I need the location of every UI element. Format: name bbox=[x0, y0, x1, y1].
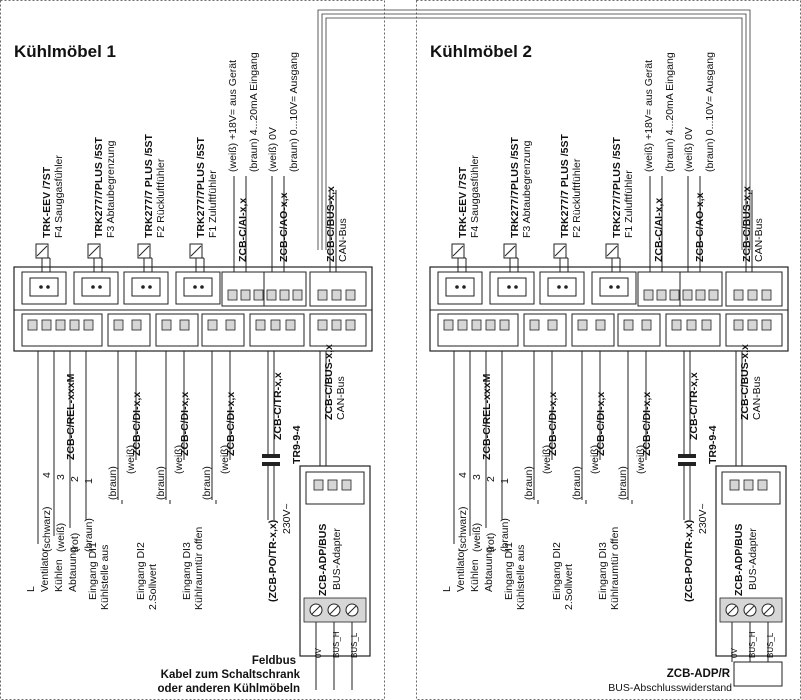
di-input-desc: Kühlstelle aus bbox=[515, 544, 527, 610]
relay-output-name: Abtauung bbox=[483, 547, 495, 592]
sensor-model: TRK277/7PLUS /5ST bbox=[195, 137, 207, 238]
di-input-name: Eingang DI2 bbox=[551, 542, 563, 600]
sensor-model: TRK277/7 PLUS /5ST bbox=[559, 134, 571, 238]
sensor-desc: F3 Abtaubegrenzung bbox=[105, 140, 117, 238]
pin-dot bbox=[616, 285, 620, 289]
adapter-model: ZCB-ADP/BUS bbox=[733, 523, 745, 596]
di-wire-color: (weiß) bbox=[635, 444, 647, 474]
terminal-pin bbox=[748, 320, 757, 330]
di-module-label: ZCB-C/DI-x,x bbox=[641, 391, 653, 456]
socket-connector bbox=[82, 278, 110, 296]
terminal-pin bbox=[314, 480, 323, 490]
relay-terminal-number: 1 bbox=[499, 478, 511, 484]
terminal-pin bbox=[702, 320, 711, 330]
terminal-pin bbox=[744, 480, 753, 490]
di-input-desc: Kühlraumtür offen bbox=[609, 526, 621, 610]
adapter-desc: BUS-Adapter bbox=[747, 528, 759, 590]
terminal-pin bbox=[670, 290, 679, 300]
terminal-pin bbox=[644, 290, 653, 300]
di-input-name: Eingang DI2 bbox=[135, 542, 147, 600]
sensor-model: TRK-EEV /7ST bbox=[457, 166, 469, 238]
terminal-pin bbox=[254, 290, 263, 300]
panel-title: Kühlmöbel 1 bbox=[14, 42, 117, 61]
terminal-pin bbox=[578, 320, 587, 330]
di-wire-color: (braun) bbox=[155, 466, 167, 500]
relay-output-name: Ventilator bbox=[39, 548, 51, 592]
relay-output-name: Kühlen bbox=[469, 559, 481, 592]
pin-dot bbox=[609, 285, 613, 289]
di-wire-color: (weiß) bbox=[589, 444, 601, 474]
pin-dot bbox=[193, 285, 197, 289]
terminal-label: BUS_L bbox=[766, 632, 775, 658]
di-wire-color: (braun) bbox=[107, 466, 119, 500]
terminal-pin bbox=[328, 480, 337, 490]
bus-top-sublabel: CAN-Bus bbox=[337, 218, 349, 262]
ao-wire-label: (braun) 0...10V= Ausgang bbox=[288, 52, 300, 172]
di-module-label: ZCB-C/DI-x,x bbox=[131, 391, 143, 456]
sensor-desc: F2 Rückluftfühler bbox=[571, 158, 583, 238]
pin-dot bbox=[507, 285, 511, 289]
terminal-pin bbox=[342, 480, 351, 490]
relay-terminal-number: 3 bbox=[471, 474, 483, 480]
sensor-desc: F4 Sauggasfühler bbox=[469, 155, 481, 238]
feldbus-cable-desc: oder anderen Kühlmöbeln bbox=[157, 683, 300, 695]
terminal-pin bbox=[286, 320, 295, 330]
sensor-socket bbox=[592, 136, 636, 304]
di-input-desc: Kühlstelle aus bbox=[99, 544, 111, 610]
di-wire-color: (weiß) bbox=[219, 444, 231, 474]
sensor-desc: F4 Sauggasfühler bbox=[53, 155, 65, 238]
sensor-desc: F1 Zuluftfühler bbox=[207, 170, 219, 238]
ai-wire-label: (braun) 4...20mA Eingang bbox=[664, 52, 676, 172]
pin-dot bbox=[98, 285, 102, 289]
ao-wire-label: (braun) 0...10V= Ausgang bbox=[704, 52, 716, 172]
terminal-pin bbox=[530, 320, 539, 330]
terminal-pin bbox=[271, 320, 280, 330]
ao-wire-label: (weiß) 0V bbox=[267, 127, 279, 172]
di-module-label: ZCB-C/DI-x,x bbox=[547, 391, 559, 456]
di-wire-color: (braun) bbox=[201, 466, 213, 500]
di-module-label: ZCB-C/DI-x,x bbox=[595, 391, 607, 456]
di-input-desc: 2.Sollwert bbox=[147, 563, 159, 610]
relay-terminal-number: 2 bbox=[69, 476, 81, 482]
ao-module-label: ZCB-C/AO-x,x bbox=[278, 192, 290, 262]
terminal-pin bbox=[332, 320, 341, 330]
ai-wire-label: (braun) 4...20mA Eingang bbox=[248, 52, 260, 172]
bus-top-label: ZCB-C/BUS-x,x bbox=[325, 186, 337, 262]
di-input-desc: 2.Sollwert bbox=[563, 563, 575, 610]
terminal-pin bbox=[696, 290, 705, 300]
bus-bottom-sublabel: CAN-Bus bbox=[751, 376, 763, 420]
ai-wire-label: (weiß) +18V= aus Gerät bbox=[227, 59, 239, 172]
sensor-desc: F3 Abtaubegrenzung bbox=[521, 140, 533, 238]
terminal-pin bbox=[486, 320, 495, 330]
transformer-model: TR9-9-4 bbox=[291, 425, 303, 464]
sensor-model: TRK277/7PLUS /5ST bbox=[93, 137, 105, 238]
pin-dot bbox=[91, 285, 95, 289]
socket-connector bbox=[184, 278, 212, 296]
power-voltage: 230V~ bbox=[697, 503, 709, 534]
terminal-pin bbox=[444, 320, 453, 330]
bus-top-connector bbox=[310, 272, 366, 306]
socket-connector bbox=[600, 278, 628, 296]
ai-module-label: ZCB-C/AI-x,x bbox=[653, 197, 665, 262]
adapter-model: ZCB-ADP/BUS bbox=[317, 523, 329, 596]
termination-resistor-icon bbox=[734, 662, 782, 686]
pin-dot bbox=[39, 285, 43, 289]
termination-model: ZCB-ADP/R bbox=[666, 668, 730, 680]
pin-dot bbox=[148, 285, 152, 289]
pin-dot bbox=[514, 285, 518, 289]
relay-wire-color: (schwarz) bbox=[41, 506, 53, 552]
bus-bottom-label: ZCB-C/BUS-x,x bbox=[323, 344, 335, 420]
pin-dot bbox=[564, 285, 568, 289]
relay-output-name: Ventilator bbox=[455, 548, 467, 592]
relay-output-name: Abtauung bbox=[67, 547, 79, 592]
pin-dot bbox=[462, 285, 466, 289]
sensor-socket bbox=[176, 136, 220, 304]
terminal-label: 0V bbox=[314, 648, 323, 658]
sensor-socket bbox=[74, 136, 118, 304]
terminal-pin bbox=[318, 290, 327, 300]
tr-module-label: ZCB-C/TR-x,x bbox=[688, 372, 700, 440]
terminal-label: BUS_H bbox=[748, 631, 757, 658]
di-wire-color: (braun) bbox=[523, 466, 535, 500]
sensor-model: TRK277/7PLUS /5ST bbox=[509, 137, 521, 238]
terminal-pin bbox=[28, 320, 37, 330]
terminal-pin bbox=[267, 290, 276, 300]
relay-module-label: ZCB-C/REL-xxxM bbox=[481, 373, 493, 460]
ai-module-label: ZCB-C/AI-x,x bbox=[237, 197, 249, 262]
power-module-label: (ZCB-PO/TR-x,x) bbox=[267, 519, 279, 602]
ai-wire-label: (weiß) +18V= aus Gerät bbox=[643, 59, 655, 172]
adapter-desc: BUS-Adapter bbox=[331, 528, 343, 590]
relay-wire-color: (schwarz) bbox=[457, 506, 469, 552]
bus-top-sublabel: CAN-Bus bbox=[753, 218, 765, 262]
ao-wire-label: (weiß) 0V bbox=[683, 127, 695, 172]
sensor-desc: F2 Rückluftfühler bbox=[155, 158, 167, 238]
bus-bottom-label: ZCB-C/BUS-x,x bbox=[739, 344, 751, 420]
di-wire-color: (weiß) bbox=[541, 444, 553, 474]
terminal-pin bbox=[762, 320, 771, 330]
di-input-name: Eingang DI1 bbox=[87, 542, 99, 600]
di-input-desc: Kühlraumtür offen bbox=[193, 526, 205, 610]
terminal-pin bbox=[734, 320, 743, 330]
relay-output-name: Kühlen bbox=[53, 559, 65, 592]
transformer-core-icon bbox=[262, 454, 280, 458]
sensor-socket bbox=[22, 155, 66, 304]
ao-module-label: ZCB-C/AO-x,x bbox=[694, 192, 706, 262]
transformer-core-icon bbox=[678, 462, 696, 466]
terminal-pin bbox=[458, 320, 467, 330]
di-module-label: ZCB-C/DI-x,x bbox=[179, 391, 191, 456]
relay-terminal-number: 4 bbox=[457, 472, 469, 478]
relay-wire-color: (rot) bbox=[69, 532, 81, 552]
feldbus-label: Feldbus bbox=[251, 655, 296, 667]
panel-kuehlmoebel-2 bbox=[430, 42, 788, 694]
pin-dot bbox=[46, 285, 50, 289]
terminal-pin bbox=[332, 290, 341, 300]
terminal-pin bbox=[672, 320, 681, 330]
di-wire-color: (braun) bbox=[617, 466, 629, 500]
bus-top-label: ZCB-C/BUS-x,x bbox=[741, 186, 753, 262]
terminal-pin bbox=[624, 320, 633, 330]
terminal-pin bbox=[642, 320, 651, 330]
power-module-label: (ZCB-PO/TR-x,x) bbox=[683, 519, 695, 602]
terminal-pin bbox=[734, 290, 743, 300]
terminal-pin bbox=[42, 320, 51, 330]
transformer-core-icon bbox=[262, 462, 280, 466]
bus-bottom-sublabel: CAN-Bus bbox=[335, 376, 347, 420]
terminal-pin bbox=[346, 290, 355, 300]
pin-dot bbox=[200, 285, 204, 289]
terminal-pin bbox=[114, 320, 123, 330]
terminal-pin bbox=[762, 290, 771, 300]
terminal-pin bbox=[208, 320, 217, 330]
socket-connector bbox=[30, 278, 58, 296]
terminal-pin bbox=[657, 290, 666, 300]
terminal-pin bbox=[180, 320, 189, 330]
terminal-pin bbox=[346, 320, 355, 330]
sensor-socket bbox=[124, 134, 168, 304]
sensor-desc: F1 Zuluftfühler bbox=[623, 170, 635, 238]
transformer-model: TR9-9-4 bbox=[707, 425, 719, 464]
terminal-pin bbox=[318, 320, 327, 330]
terminal-pin bbox=[748, 290, 757, 300]
terminal-pin bbox=[293, 290, 302, 300]
terminal-pin bbox=[256, 320, 265, 330]
terminal-pin bbox=[162, 320, 171, 330]
terminal-label: BUS_H bbox=[332, 631, 341, 658]
terminal-pin bbox=[709, 290, 718, 300]
di-wire-color: (braun) bbox=[571, 466, 583, 500]
relay-module-label: ZCB-C/REL-xxxM bbox=[65, 373, 77, 460]
terminal-label: BUS_L bbox=[350, 632, 359, 658]
pin-dot bbox=[455, 285, 459, 289]
relay-wire-color: (rot) bbox=[485, 532, 497, 552]
relay-terminal-number: 3 bbox=[55, 474, 67, 480]
terminal-pin bbox=[758, 480, 767, 490]
feldbus-cable-desc: Kabel zum Schaltschrank bbox=[160, 669, 300, 681]
terminal-pin bbox=[500, 320, 509, 330]
terminal-pin bbox=[596, 320, 605, 330]
di-input-name: Eingang DI3 bbox=[181, 542, 193, 600]
relay-wire-color: (braun) bbox=[499, 518, 511, 552]
sensor-model: TRK277/7 PLUS /5ST bbox=[143, 134, 155, 238]
sensor-socket bbox=[540, 134, 584, 304]
socket-connector bbox=[132, 278, 160, 296]
terminal-pin bbox=[683, 290, 692, 300]
relay-wire-color: (weiß) bbox=[55, 522, 67, 552]
tr-module-label: ZCB-C/TR-x,x bbox=[272, 372, 284, 440]
relay-output-name: L bbox=[441, 586, 453, 592]
termination-desc: BUS-Abschlusswiderstand bbox=[608, 682, 732, 694]
socket-connector bbox=[446, 278, 474, 296]
terminal-pin bbox=[84, 320, 93, 330]
sensor-socket bbox=[490, 136, 534, 304]
relay-terminal-number: 4 bbox=[41, 472, 53, 478]
socket-connector bbox=[548, 278, 576, 296]
terminal-pin bbox=[280, 290, 289, 300]
terminal-pin bbox=[228, 290, 237, 300]
terminal-label: 0V bbox=[730, 648, 739, 658]
transformer-core-icon bbox=[678, 454, 696, 458]
sensor-model: TRK277/7PLUS /5ST bbox=[611, 137, 623, 238]
sensor-model: TRK-EEV /7ST bbox=[41, 166, 53, 238]
terminal-pin bbox=[226, 320, 235, 330]
di-module-label: ZCB-C/DI-x,x bbox=[225, 391, 237, 456]
relay-terminal-number: 1 bbox=[83, 478, 95, 484]
terminal-pin bbox=[472, 320, 481, 330]
relay-terminal-number: 2 bbox=[485, 476, 497, 482]
terminal-pin bbox=[548, 320, 557, 330]
relay-wire-color: (braun) bbox=[83, 518, 95, 552]
relay-wire-color: (weiß) bbox=[471, 522, 483, 552]
di-input-name: Eingang DI3 bbox=[597, 542, 609, 600]
di-input-name: Eingang DI1 bbox=[503, 542, 515, 600]
pin-dot bbox=[141, 285, 145, 289]
panel-title: Kühlmöbel 2 bbox=[430, 42, 533, 61]
terminal-pin bbox=[56, 320, 65, 330]
terminal-pin bbox=[132, 320, 141, 330]
di-wire-color: (weiß) bbox=[125, 444, 137, 474]
di-wire-color: (weiß) bbox=[173, 444, 185, 474]
pin-dot bbox=[557, 285, 561, 289]
bus-top-connector bbox=[726, 272, 782, 306]
terminal-pin bbox=[70, 320, 79, 330]
terminal-pin bbox=[687, 320, 696, 330]
relay-output-name: L bbox=[25, 586, 37, 592]
terminal-pin bbox=[241, 290, 250, 300]
socket-connector bbox=[498, 278, 526, 296]
power-voltage: 230V~ bbox=[281, 503, 293, 534]
terminal-pin bbox=[730, 480, 739, 490]
sensor-socket bbox=[438, 155, 482, 304]
